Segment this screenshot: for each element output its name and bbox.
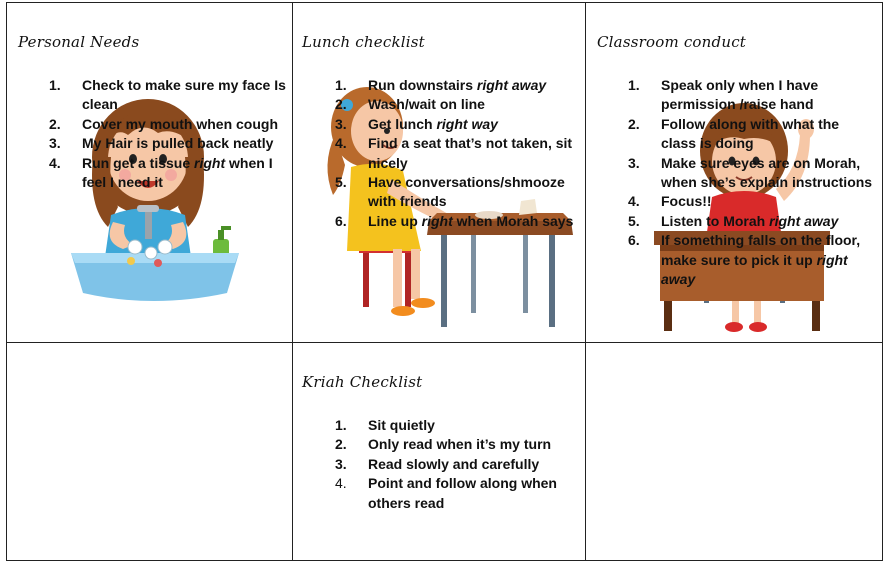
lunch-checklist-list — [335, 76, 580, 231]
list-item: 2. Follow along with what the class is doing — [628, 115, 840, 152]
empty-cell-left — [7, 343, 292, 560]
list-item: 1. Check to make sure my face Is clean — [49, 77, 286, 113]
list-item: 5. Have conversations/shmooze with friends — [335, 174, 565, 210]
classroom-conduct-list — [628, 76, 874, 289]
list-item: 1. Speak only when I have permission /raise hand — [628, 77, 819, 113]
list-item: 2. Wash/wait on line — [335, 96, 485, 113]
checklist-table — [6, 2, 883, 561]
list-item: 3. Get lunch right way — [335, 115, 498, 132]
lunch-checklist-cell — [293, 3, 585, 342]
list-item: 4. Point and follow along when others read — [335, 475, 557, 511]
lunch-checklist-title: Lunch checklist — [302, 33, 425, 51]
personal-needs-title: Personal Needs — [18, 33, 140, 51]
list-item: 2. Only read when it’s my turn — [335, 436, 552, 453]
personal-needs-cell — [7, 3, 292, 342]
kriah-checklist-title: Kriah Checklist — [302, 373, 423, 391]
list-item: 3. Make sure eyes are on Morah, when she’s explain instructions — [628, 154, 873, 191]
kriah-checklist-list — [335, 416, 580, 513]
list-item: 4. Run get a tissue right when I feel I need it — [49, 154, 273, 191]
kriah-checklist-cell — [293, 343, 585, 560]
list-item: 2. Cover my mouth when cough — [49, 115, 279, 132]
list-item: 3. Read slowly and carefully — [335, 455, 540, 472]
list-item: 1. Run downstairs right away — [335, 77, 547, 93]
list-item: 5. Listen to Morah right away — [628, 212, 839, 229]
list-item: 6. Line up right when Morah says — [335, 212, 574, 229]
list-item: 4. Focus!! — [628, 193, 712, 210]
list-item: 4. Find a seat that’s not taken, sit nicely — [335, 135, 573, 171]
classroom-conduct-title: Classroom conduct — [597, 33, 747, 51]
list-item: 1. Sit quietly — [335, 417, 435, 433]
list-item: 3. My Hair is pulled back neatly — [49, 135, 274, 152]
list-item: 6. If something falls on the floor, make sure to pick it up right away — [628, 232, 861, 288]
classroom-conduct-cell — [586, 3, 884, 342]
empty-cell-right — [586, 343, 884, 560]
personal-needs-list — [49, 76, 289, 192]
